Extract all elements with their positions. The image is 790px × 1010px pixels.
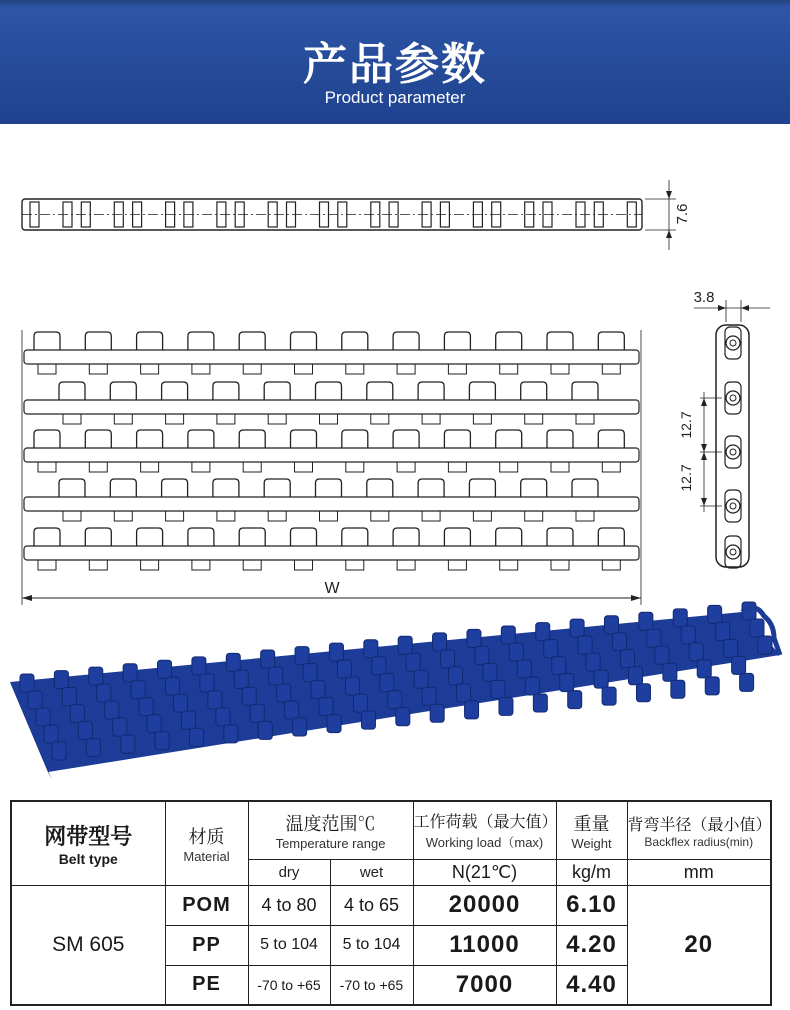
section-pin-core bbox=[730, 449, 736, 455]
temp-header bbox=[248, 801, 413, 859]
plan-finger bbox=[496, 332, 522, 350]
belt-rib bbox=[226, 653, 240, 671]
belt-rib bbox=[639, 612, 653, 630]
belt-rib bbox=[36, 708, 50, 726]
wet-subheader: wet bbox=[330, 859, 413, 885]
material-header-en: Material bbox=[183, 848, 230, 864]
plan-finger bbox=[393, 332, 419, 350]
plan-finger bbox=[598, 332, 624, 350]
belt-rib bbox=[441, 650, 455, 668]
belt-rib bbox=[457, 684, 471, 702]
backflex-header bbox=[627, 801, 771, 859]
plan-finger-slot bbox=[141, 462, 159, 472]
plan-finger-slot bbox=[141, 364, 159, 374]
belt-rib bbox=[216, 708, 230, 726]
belt-rib bbox=[483, 663, 497, 681]
plan-row-body bbox=[24, 546, 639, 560]
plan-finger-slot bbox=[63, 414, 81, 424]
belt-rib bbox=[758, 636, 772, 654]
belt-type-header-en: Belt type bbox=[58, 850, 118, 867]
plan-finger-slot bbox=[397, 560, 415, 570]
plan-finger-slot bbox=[192, 364, 210, 374]
plan-finger bbox=[34, 430, 60, 448]
plan-finger-slot bbox=[371, 511, 389, 521]
plan-finger bbox=[342, 430, 368, 448]
plan-finger-slot bbox=[500, 560, 518, 570]
plan-finger bbox=[393, 430, 419, 448]
plan-finger-slot bbox=[166, 511, 184, 521]
plan-finger bbox=[85, 332, 111, 350]
section-pin bbox=[726, 545, 740, 559]
belt-rib bbox=[578, 636, 592, 654]
belt-rib bbox=[208, 691, 222, 709]
plan-row-body bbox=[24, 497, 639, 511]
spec-table bbox=[10, 800, 772, 1006]
plan-finger-slot bbox=[397, 462, 415, 472]
belt-rib bbox=[44, 725, 58, 743]
belt-rib bbox=[544, 640, 558, 658]
belt-rib bbox=[20, 674, 34, 692]
plan-finger bbox=[188, 430, 214, 448]
plan-row-body bbox=[24, 448, 639, 462]
belt-rib bbox=[681, 626, 695, 644]
section-pin bbox=[726, 336, 740, 350]
section-pin bbox=[726, 391, 740, 405]
plan-finger bbox=[598, 430, 624, 448]
belt-rib bbox=[258, 721, 272, 739]
belt-rib bbox=[121, 735, 135, 753]
dim-width: W bbox=[324, 580, 340, 597]
plan-finger-slot bbox=[217, 511, 235, 521]
side-profile bbox=[22, 180, 691, 250]
belt-rib bbox=[131, 681, 145, 699]
plan-finger bbox=[572, 382, 598, 400]
section-pin-core bbox=[730, 340, 736, 346]
plan-finger-slot bbox=[422, 414, 440, 424]
belt-rib bbox=[422, 687, 436, 705]
plan-finger bbox=[213, 382, 239, 400]
plan-finger-slot bbox=[320, 414, 338, 424]
plan-finger bbox=[444, 528, 470, 546]
plan-finger-slot bbox=[192, 560, 210, 570]
belt-rib bbox=[536, 623, 550, 641]
plan-finger-slot bbox=[525, 511, 543, 521]
plan-finger-slot bbox=[397, 364, 415, 374]
belt-rib bbox=[52, 742, 66, 760]
plan-finger-slot bbox=[217, 414, 235, 424]
belt-rib bbox=[647, 629, 661, 647]
belt-rib bbox=[89, 667, 103, 685]
belt-rib bbox=[295, 647, 309, 665]
wet-range-cell: -70 to +65 bbox=[330, 965, 413, 1005]
plan-finger bbox=[496, 528, 522, 546]
plan-finger-slot bbox=[473, 414, 491, 424]
plan-finger bbox=[85, 528, 111, 546]
plan-finger bbox=[85, 430, 111, 448]
material-header bbox=[165, 801, 248, 885]
plan-finger bbox=[444, 430, 470, 448]
belt-rib bbox=[62, 688, 76, 706]
belt-rib bbox=[708, 605, 722, 623]
belt-rib bbox=[364, 640, 378, 658]
belt-rib bbox=[724, 639, 738, 657]
belt-rib bbox=[123, 664, 137, 682]
page-subtitle: Product parameter bbox=[324, 88, 466, 107]
belt-rib bbox=[602, 687, 616, 705]
plan-finger-slot bbox=[500, 462, 518, 472]
dry-subheader: dry bbox=[248, 859, 330, 885]
belt-rib bbox=[158, 660, 172, 678]
belt-rib bbox=[570, 619, 584, 637]
plan-finger bbox=[239, 430, 265, 448]
plan-finger-slot bbox=[551, 364, 569, 374]
belt-rib bbox=[491, 680, 505, 698]
belt-rib bbox=[353, 694, 367, 712]
plan-finger-slot bbox=[38, 364, 56, 374]
plan-finger bbox=[188, 332, 214, 350]
belt-rib bbox=[689, 643, 703, 661]
plan-finger bbox=[110, 479, 136, 497]
belt-rib bbox=[234, 670, 248, 688]
belt-rib bbox=[449, 667, 463, 685]
plan-finger bbox=[188, 528, 214, 546]
material-cell: POM bbox=[165, 885, 248, 925]
temp-header-en: Temperature range bbox=[275, 835, 386, 851]
belt-rib bbox=[190, 728, 204, 746]
side-section-view bbox=[678, 289, 770, 568]
weight-unit: kg/m bbox=[556, 859, 627, 885]
belt-rib bbox=[586, 653, 600, 671]
plan-finger bbox=[264, 479, 290, 497]
plan-finger-slot bbox=[448, 560, 466, 570]
plan-finger bbox=[59, 479, 85, 497]
belt-rib bbox=[54, 671, 68, 689]
belt-rib bbox=[533, 694, 547, 712]
belt-rib bbox=[604, 616, 618, 634]
belt-rib bbox=[147, 715, 161, 733]
plan-finger-slot bbox=[243, 462, 261, 472]
plan-finger-slot bbox=[500, 364, 518, 374]
plan-finger-slot bbox=[473, 511, 491, 521]
section-pin-core bbox=[730, 395, 736, 401]
plan-finger-slot bbox=[448, 364, 466, 374]
material-cell: PP bbox=[165, 925, 248, 965]
plan-rows bbox=[24, 332, 639, 570]
belt-rib bbox=[388, 691, 402, 709]
belt-rib bbox=[200, 674, 214, 692]
plan-finger bbox=[572, 479, 598, 497]
belt-rib bbox=[250, 704, 264, 722]
dim-pitch-upper: 12.7 bbox=[678, 411, 694, 439]
plan-finger-slot bbox=[166, 414, 184, 424]
belt-rib bbox=[568, 691, 582, 709]
dry-range-cell: -70 to +65 bbox=[248, 965, 330, 1005]
plan-finger-slot bbox=[114, 511, 132, 521]
plan-finger-slot bbox=[448, 462, 466, 472]
belt-rib bbox=[319, 698, 333, 716]
weight-cell: 4.20 bbox=[556, 925, 627, 965]
plan-finger bbox=[418, 382, 444, 400]
belt-rib bbox=[28, 691, 42, 709]
plan-finger-slot bbox=[346, 364, 364, 374]
plan-finger-slot bbox=[422, 511, 440, 521]
plan-finger-slot bbox=[576, 511, 594, 521]
plan-finger bbox=[469, 382, 495, 400]
top-plan-view bbox=[22, 330, 641, 605]
belt-rib bbox=[552, 657, 566, 675]
belt-rib bbox=[285, 701, 299, 719]
backflex-value-cell: 20 bbox=[627, 885, 771, 1005]
belt-rib bbox=[671, 680, 685, 698]
belt-rib bbox=[628, 667, 642, 685]
plan-finger-slot bbox=[525, 414, 543, 424]
plan-finger-slot bbox=[576, 414, 594, 424]
plan-finger-slot bbox=[602, 560, 620, 570]
plan-finger-slot bbox=[295, 462, 313, 472]
section-link bbox=[725, 382, 741, 414]
model-cell: SM 605 bbox=[11, 885, 165, 1005]
belt-rib bbox=[716, 622, 730, 640]
belt-rib bbox=[86, 739, 100, 757]
belt-rib bbox=[345, 677, 359, 695]
material-cell: PE bbox=[165, 965, 248, 1005]
belt-rib bbox=[594, 670, 608, 688]
belt-rib bbox=[277, 684, 291, 702]
plan-finger bbox=[162, 479, 188, 497]
plan-finger-slot bbox=[320, 511, 338, 521]
plan-finger-slot bbox=[89, 364, 107, 374]
belt-rib bbox=[475, 646, 489, 664]
material-header-cn: 材质 bbox=[188, 826, 225, 847]
plan-finger bbox=[367, 382, 393, 400]
load-cell: 11000 bbox=[413, 925, 556, 965]
section-link bbox=[725, 490, 741, 522]
plan-finger-slot bbox=[243, 364, 261, 374]
belt-rib bbox=[655, 646, 669, 664]
belt-rib bbox=[673, 609, 687, 627]
weight-cell: 4.40 bbox=[556, 965, 627, 1005]
plan-finger-slot bbox=[346, 462, 364, 472]
load-header bbox=[413, 801, 556, 859]
belt-rib bbox=[406, 653, 420, 671]
plan-finger-slot bbox=[551, 462, 569, 472]
belt-rib bbox=[697, 660, 711, 678]
belt-rib bbox=[612, 633, 626, 651]
weight-cell: 6.10 bbox=[556, 885, 627, 925]
plan-finger-slot bbox=[192, 462, 210, 472]
belt-rib bbox=[509, 643, 523, 661]
plan-finger bbox=[521, 479, 547, 497]
belt-rib bbox=[113, 718, 127, 736]
section-pin-core bbox=[730, 549, 736, 555]
plan-finger bbox=[59, 382, 85, 400]
plan-finger-slot bbox=[38, 462, 56, 472]
plan-finger bbox=[342, 332, 368, 350]
plan-finger bbox=[264, 382, 290, 400]
belt-rib bbox=[182, 711, 196, 729]
plan-finger bbox=[316, 479, 342, 497]
plan-finger bbox=[496, 430, 522, 448]
dry-range-cell: 5 to 104 bbox=[248, 925, 330, 965]
belt-rib bbox=[224, 725, 238, 743]
belt-rib bbox=[139, 698, 153, 716]
plan-finger-slot bbox=[38, 560, 56, 570]
plan-finger bbox=[239, 332, 265, 350]
belt-rib bbox=[261, 650, 275, 668]
plan-finger bbox=[418, 479, 444, 497]
plan-finger-slot bbox=[295, 364, 313, 374]
plan-finger bbox=[291, 528, 317, 546]
plan-finger-slot bbox=[268, 414, 286, 424]
belt-rib bbox=[705, 677, 719, 695]
belt-rib bbox=[192, 657, 206, 675]
plan-finger bbox=[291, 430, 317, 448]
plan-finger bbox=[137, 528, 163, 546]
belt-rib bbox=[740, 673, 754, 691]
plan-finger bbox=[213, 479, 239, 497]
wet-range-cell: 5 to 104 bbox=[330, 925, 413, 965]
weight-header bbox=[556, 801, 627, 859]
section-link bbox=[725, 436, 741, 468]
belt-type-header-cn: 网带型号 bbox=[44, 823, 133, 849]
belt-rib bbox=[78, 722, 92, 740]
belt-rib bbox=[525, 677, 539, 695]
weight-header-en: Weight bbox=[571, 835, 612, 851]
page-title: 产品参数 bbox=[303, 39, 487, 90]
belt-rib bbox=[303, 664, 317, 682]
section-pins bbox=[725, 327, 741, 568]
belt-rib bbox=[636, 684, 650, 702]
plan-finger bbox=[393, 528, 419, 546]
dry-range-cell: 4 to 80 bbox=[248, 885, 330, 925]
plan-finger-slot bbox=[602, 462, 620, 472]
plan-finger bbox=[521, 382, 547, 400]
load-header-en: Working load（max) bbox=[425, 835, 544, 851]
plan-finger bbox=[444, 332, 470, 350]
load-header-cn: 工作荷载（最大值） bbox=[413, 814, 558, 832]
belt-rib bbox=[372, 657, 386, 675]
belt-rib bbox=[560, 674, 574, 692]
plan-finger-slot bbox=[89, 560, 107, 570]
plan-finger-slot bbox=[89, 462, 107, 472]
belt-rib bbox=[398, 636, 412, 654]
plan-finger bbox=[137, 430, 163, 448]
belt-rib bbox=[499, 697, 513, 715]
plan-finger bbox=[34, 528, 60, 546]
belt-rib bbox=[396, 708, 410, 726]
backflex-unit: mm bbox=[627, 859, 771, 885]
belt-rib bbox=[293, 718, 307, 736]
section-pin bbox=[726, 499, 740, 513]
belt-rib bbox=[269, 667, 283, 685]
belt-rib bbox=[70, 705, 84, 723]
plan-finger bbox=[110, 382, 136, 400]
plan-finger bbox=[547, 332, 573, 350]
temp-header-cn: 温度范围℃ bbox=[285, 813, 376, 834]
load-cell: 20000 bbox=[413, 885, 556, 925]
belt-rib bbox=[732, 656, 746, 674]
belt-rib bbox=[465, 701, 479, 719]
plan-finger-slot bbox=[114, 414, 132, 424]
belt-rib bbox=[337, 660, 351, 678]
plan-finger bbox=[162, 382, 188, 400]
plan-finger-slot bbox=[602, 364, 620, 374]
plan-finger-slot bbox=[551, 560, 569, 570]
load-cell: 7000 bbox=[413, 965, 556, 1005]
plan-finger bbox=[547, 430, 573, 448]
belt-rib bbox=[329, 643, 343, 661]
backflex-header-cn: 背弯半径（最小值） bbox=[627, 816, 772, 834]
belt-rib bbox=[501, 626, 515, 644]
plan-finger-slot bbox=[268, 511, 286, 521]
plan-finger-slot bbox=[243, 560, 261, 570]
load-unit: N(21℃) bbox=[413, 859, 556, 885]
belt-product-image bbox=[10, 602, 780, 780]
belt-rib bbox=[414, 670, 428, 688]
plan-finger bbox=[469, 479, 495, 497]
belt-rib bbox=[380, 674, 394, 692]
plan-finger-slot bbox=[346, 560, 364, 570]
wet-range-cell: 4 to 65 bbox=[330, 885, 413, 925]
plan-finger bbox=[367, 479, 393, 497]
belt-rib bbox=[174, 694, 188, 712]
section-link bbox=[725, 536, 741, 568]
belt-rib bbox=[242, 687, 256, 705]
section-link bbox=[725, 327, 741, 359]
belt-type-header bbox=[11, 801, 165, 885]
belt-rib bbox=[430, 704, 444, 722]
plan-finger-slot bbox=[141, 560, 159, 570]
belt-rib bbox=[663, 663, 677, 681]
plan-finger bbox=[598, 528, 624, 546]
belt-rib bbox=[620, 650, 634, 668]
belt-rib bbox=[97, 684, 111, 702]
belt-rib bbox=[750, 619, 764, 637]
plan-finger bbox=[291, 332, 317, 350]
belt-rib bbox=[517, 660, 531, 678]
belt-rib bbox=[105, 701, 119, 719]
plan-finger-slot bbox=[63, 511, 81, 521]
plan-row-body bbox=[24, 350, 639, 364]
dim-side-height: 7.6 bbox=[674, 203, 691, 225]
belt-rib bbox=[433, 633, 447, 651]
backflex-header-en: Backflex radius(min) bbox=[644, 834, 754, 849]
plan-finger bbox=[239, 528, 265, 546]
belt-rib bbox=[155, 732, 169, 750]
belt-rib bbox=[311, 681, 325, 699]
plan-finger-slot bbox=[371, 414, 389, 424]
section-pin bbox=[726, 445, 740, 459]
plan-finger bbox=[342, 528, 368, 546]
weight-header-cn: 重量 bbox=[573, 813, 610, 834]
plan-finger bbox=[547, 528, 573, 546]
belt-rib bbox=[361, 711, 375, 729]
plan-finger bbox=[34, 332, 60, 350]
belt-rib bbox=[327, 715, 341, 733]
dim-pitch-lower: 12.7 bbox=[678, 464, 694, 492]
section-pin-core bbox=[730, 503, 736, 509]
plan-finger-slot bbox=[295, 560, 313, 570]
plan-finger bbox=[316, 382, 342, 400]
plan-finger bbox=[137, 332, 163, 350]
plan-row-body bbox=[24, 400, 639, 414]
dim-pitch-width: 3.8 bbox=[693, 289, 715, 306]
belt-rib bbox=[467, 629, 481, 647]
belt-rib bbox=[166, 677, 180, 695]
